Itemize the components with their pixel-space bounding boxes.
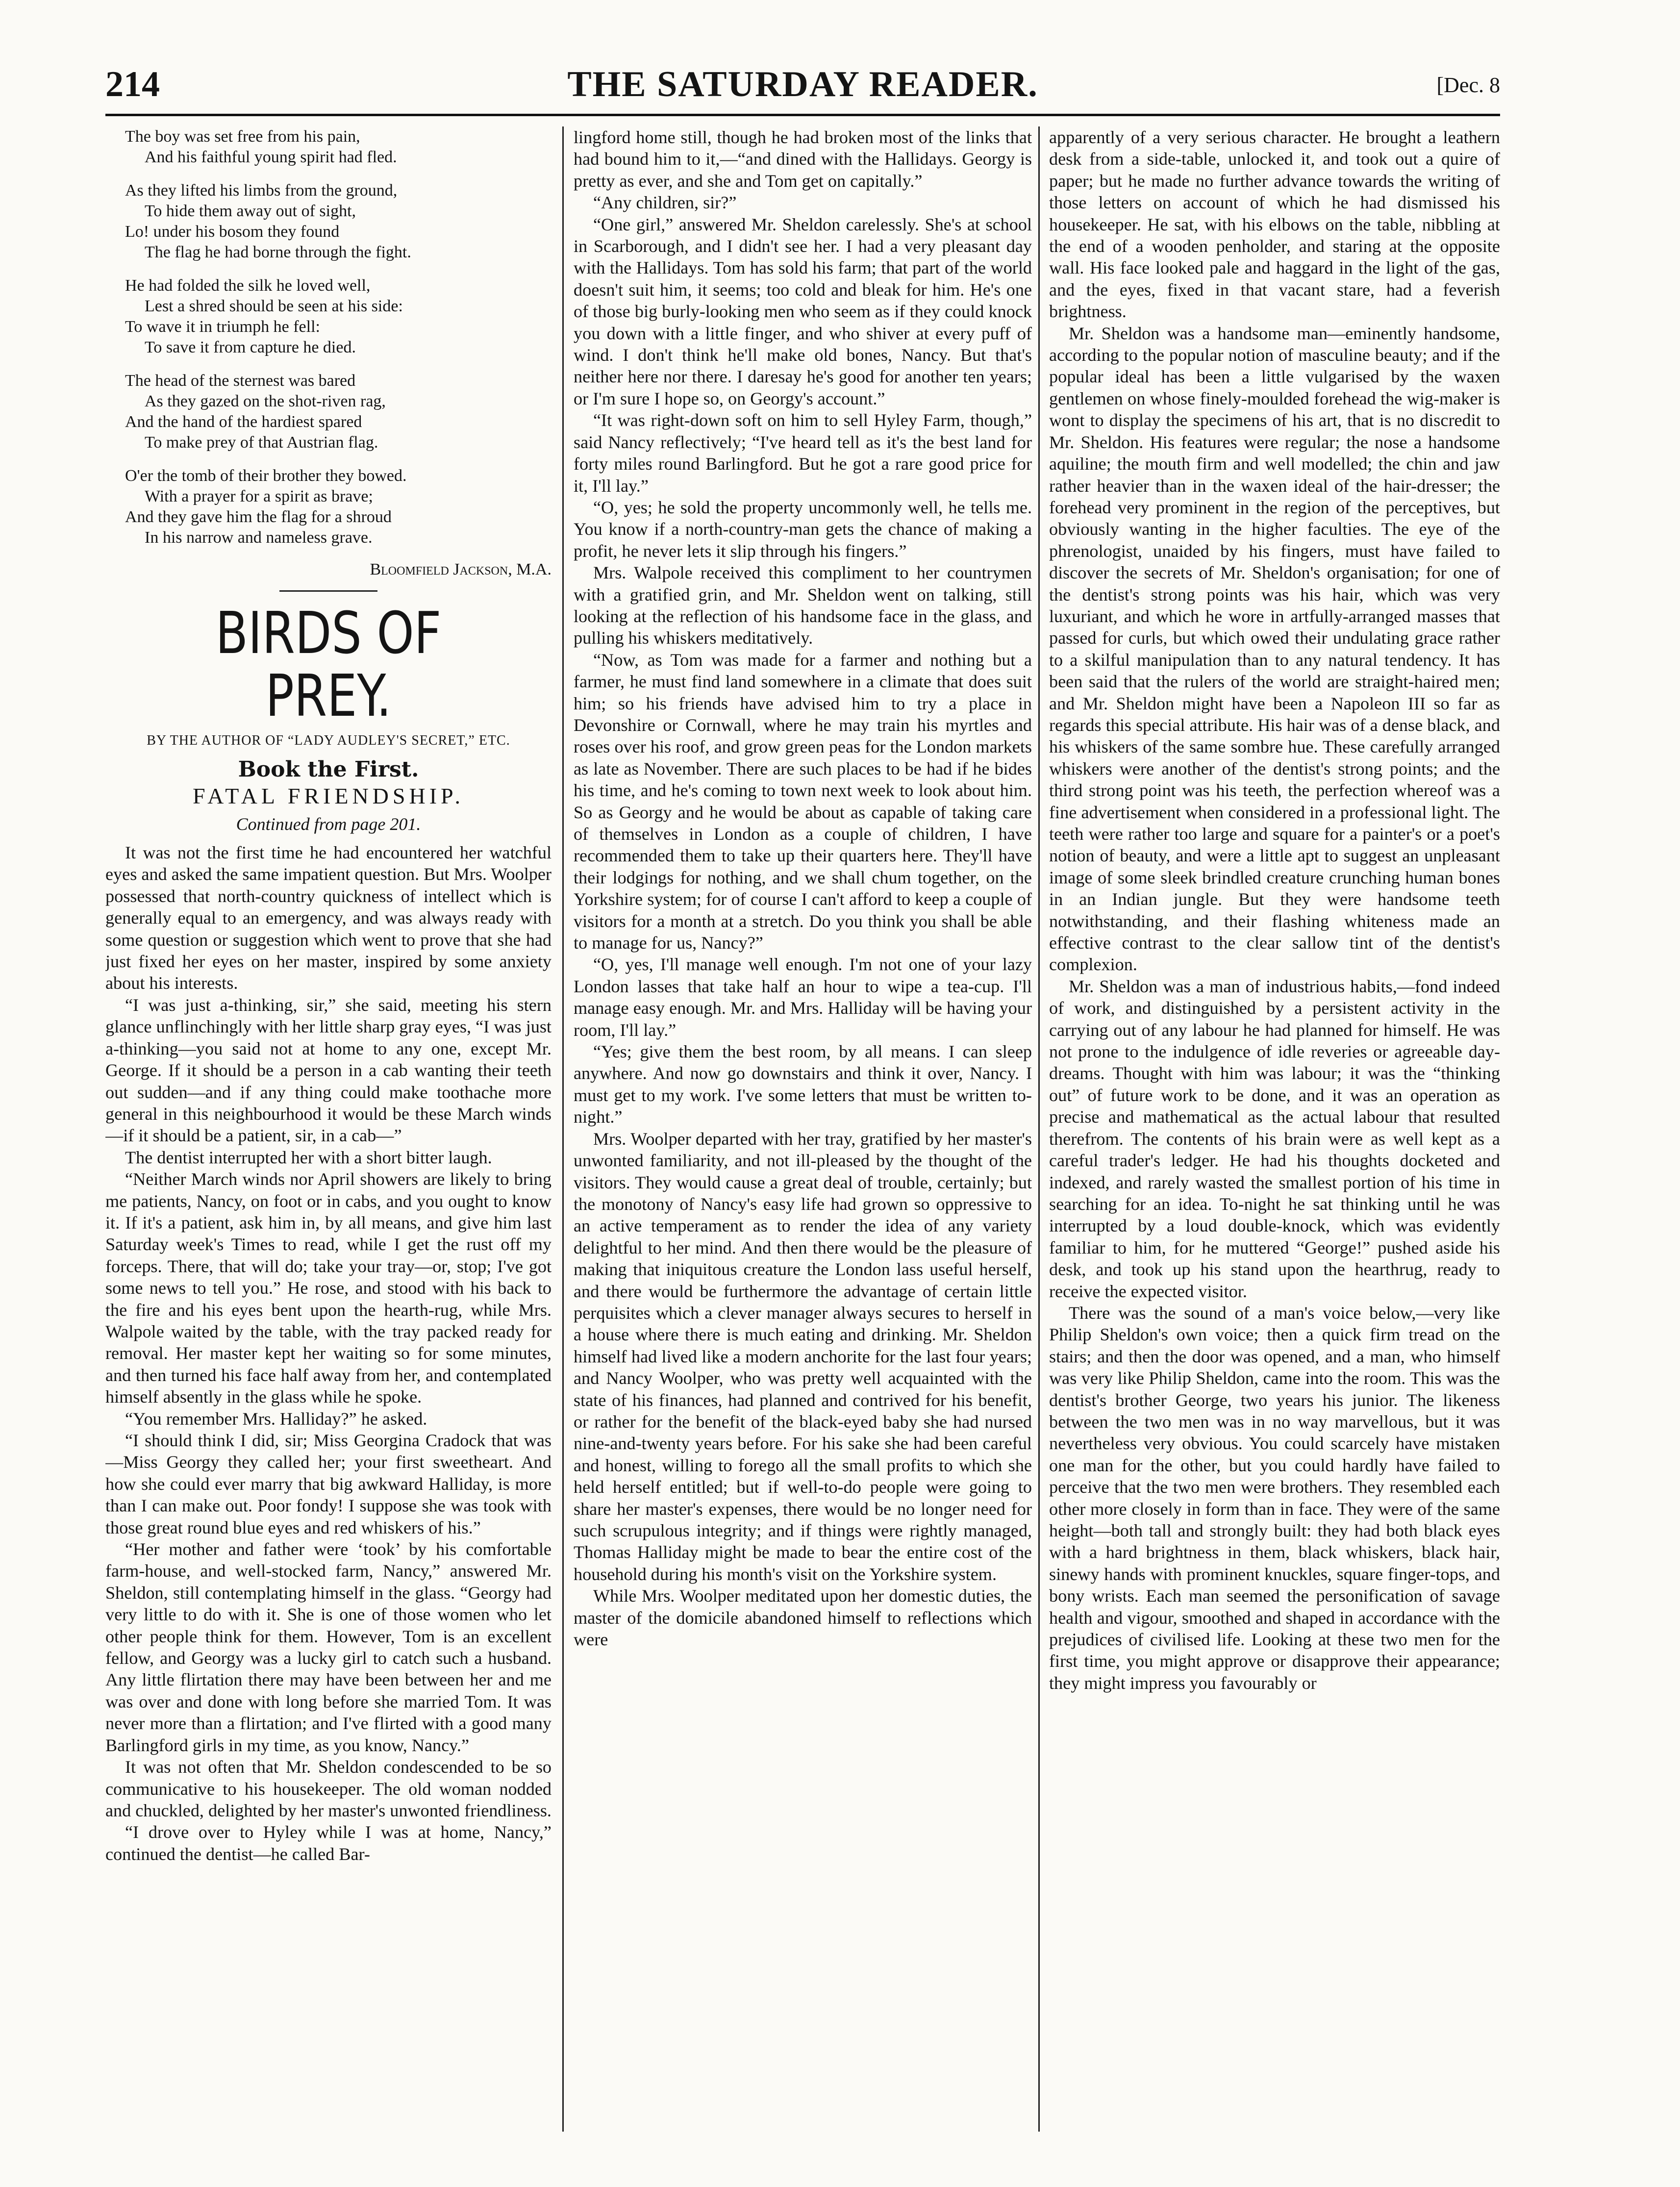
paragraph: “It was right-down soft on him to sell Hyley Farm, though,” said Nancy reflectively; “I've heard tell as it's the best land for forty miles round Barlingford. But he got a rare good price for it, I'll lay.” <box>574 410 1032 496</box>
paragraph: apparently of a very serious character. He brought a leathern desk from a side-table, unlocked it, and took out a quire of paper; but he made no further advance towards the writing of those letters on account of which he had dismissed his housekeeper. He sat, with his elbows on the table, nibbling at the end of a wooden penholder, and staring at the opposite wall. His face looked pale and haggard in the light of the gas, and the eyes, fixed in that vacant stare, had a feverish brightness. <box>1049 127 1500 322</box>
paragraph: “Yes; give them the best room, by all means. I can sleep anywhere. And now go downstairs and think it over, Nancy. I must get to my work. I've some letters that must be written to-night.” <box>574 1042 1032 1127</box>
paragraph: Mrs. Walpole received this compliment to her countrymen with a gratified grin, and Mr. Sheldon went on talking, still looking at the reflection of his handsome face in the glass, and pulling his whiskers meditatively. <box>574 563 1032 648</box>
poem-stanza <box>125 466 552 548</box>
poem-line: As they gazed on the shot-riven rag, <box>145 392 386 410</box>
paragraph: “I was just a-thinking, sir,” she said, meeting his stern glance unflinchingly with her little sharp gray eyes, “I was just a-thinking—you said not at home to any one, except Mr. George. If it should be a person in a cab wanting their teeth out sudden—and if any thing could make toothache more general in this neighbourhood it would be these March winds—if it should be a patient, sir, in a cab—” <box>105 995 552 1146</box>
poem-signature: Bloomfield Jackson, M.A. <box>370 560 552 578</box>
paragraph: Mr. Sheldon was a man of industrious habits,—fond indeed of work, and distinguished by a persistent activity in the carrying out of any labour he had planned for himself. He was not prone to the indulgence of idle reveries or agreeable day-dreams. Thought with him was labour; it was the “thinking out” of future work to be done, and it was an operation as precise and mathematical as the actual labour that resulted therefrom. The contents of his brain were as well kept as a careful trader's ledger. He had his thoughts docketed and indexed, and rarely wasted the smallest portion of his time in searching for an idea. To-night he sat thinking until he was interrupted by a loud double-knock, which was evidently familiar to him, for he muttered “George!” pushed aside his desk, and took up his stand upon the hearthrug, ready to receive the expected visitor. <box>1049 976 1500 1301</box>
paragraph: It was not the first time he had encountered her watchful eyes and asked the same impatient question. But Mrs. Woolper possessed that north-country quickness of intellect which is generally equal to an emergency, and was always ready with some question or suggestion which went to prove that she had just fixed her eyes on her master, inspired by some anxiety about his interests. <box>105 843 552 993</box>
poem <box>125 126 552 580</box>
poem-line: As they lifted his limbs from the ground, <box>125 181 398 200</box>
paragraph: Mrs. Woolper departed with her tray, gratified by her master's unwonted familiarity, and not ill-pleased by the thought of the visitors. They would cause a great deal of trouble, certainly; but the monotony of Nancy's easy life had grown so oppressive to an active temperament as to render the idea of any variety delightful to her mind. And then there would be the pleasure of making that iniquitous creature the London lass useful herself, and there would be furthermore the advantage of certain little perquisites which a clever manager always secures to herself in a house where there is much eating and drinking. Mr. Sheldon himself had lived like a modern anchorite for the last four years; and Nancy Woolper, who was pretty well acquainted with the state of his finances, had planned and contrived for his benefit, or rather for the benefit of the black-eyed baby she had nursed nine-and-twenty years before. For his sake she had been careful and honest, willing to forego all the small profits to which she held herself entitled; but if well-to-do people were going to share her master's expenses, there would be no longer need for such scrupulous integrity; and if things were rightly managed, Thomas Halliday might be made to bear the entire cost of the household during his month's visit on the Yorkshire system. <box>574 1129 1032 1584</box>
poem-line: The flag he had borne through the fight. <box>145 243 411 261</box>
column-rule <box>562 126 564 2132</box>
poem-line: Lest a shred should be seen at his side: <box>145 297 403 315</box>
poem-line: The head of the sternest was bared <box>125 372 356 390</box>
column-1 <box>105 126 552 2141</box>
poem-line: The boy was set free from his pain, <box>125 127 360 146</box>
poem-line: And his faithful young spirit had fled. <box>145 148 397 166</box>
column-2 <box>574 126 1032 2141</box>
header-rule <box>105 114 1500 116</box>
story-byline: BY THE AUTHOR OF “LADY AUDLEY'S SECRET,” ETC. <box>147 733 510 749</box>
masthead: THE SATURDAY READER. <box>567 64 1038 104</box>
page-number: 214 <box>105 64 160 104</box>
poem-line: And they gave him the flag for a shroud <box>125 508 392 526</box>
column-3 <box>1049 126 1500 2141</box>
poem-stanza <box>125 180 552 263</box>
paragraph: It was not often that Mr. Sheldon condescended to be so communicative to his housekeeper. The old woman nodded and chuckled, delighted by her master's unwonted friendliness. <box>105 1757 552 1820</box>
poem-line: To hide them away out of sight, <box>145 202 356 220</box>
poem-line: And the hand of the hardiest spared <box>125 413 362 431</box>
paragraph: “I should think I did, sir; Miss Georgina Cradock that was—Miss Georgy they called her; your first sweetheart. And how she could ever marry that big awkward Halliday, is more than I can make out. Poor fondy! I suppose she was took with those great round blue eyes and red whiskers of his.” <box>105 1431 552 1537</box>
poem-line: With a prayer for a spirit as brave; <box>145 487 373 505</box>
poem-line: O'er the tomb of their brother they bowed. <box>125 467 407 485</box>
poem-line: Lo! under his bosom they found <box>125 223 340 241</box>
poem-line: To make prey of that Austrian flag. <box>145 433 378 452</box>
paragraph: The dentist interrupted her with a short bitter laugh. <box>125 1147 492 1167</box>
paragraph: “O, yes; he sold the property uncommonly well, he tells me. You know if a north-country-man gets the chance of making a profit, he never lets it slip through his fingers.” <box>574 497 1032 561</box>
issue-date: [Dec. 8 <box>1436 73 1500 97</box>
paragraph: Mr. Sheldon was a handsome man—eminently handsome, according to the popular notion of masculine beauty; and if the popular ideal has been a little vulgarised by the waxen gentlemen on whose finely-moulded forehead the wig-maker is wont to display the specimens of his art, that is no discredit to Mr. Sheldon. His features were regular; the nose a handsome aquiline; the mouth firm and well modelled; the chin and jaw rather heavier than in the waxen ideal of the hair-dresser; the forehead very prominent in the region of the perceptives, but obviously wanting in the higher faculties. The eye of the phrenologist, unaided by his fingers, must have failed to discover the secrets of Mr. Sheldon's organisation; for one of the dentist's strong points was his hair, which was very luxuriant, and which he wore in artfully-arranged masses that passed for curls, but which owed their undulating grace rather to a skilful manipulation than to any natural tendency. It has been said that the rulers of the world are straight-haired men; and Mr. Sheldon might have been a Napoleon III so far as regards this special attribute. His hair was of a dense black, and his whiskers of the same sombre hue. These carefully arranged whiskers were another of the dentist's strong points; and the third strong point was his teeth, the perfection whereof was a fine advertisement when considered in a professional light. The teeth were rather too large and square for a painter's or a poet's notion of beauty, and were a little apt to suggest an unpleasant image of some sleek brindled creature crunching human bones in an Indian jungle. But they were handsome teeth notwithstanding, and their flashing whiteness made an effective contrast to the clear sallow tint of the dentist's complexion. <box>1049 323 1500 975</box>
paragraph: “Now, as Tom was made for a farmer and nothing but a farmer, he must find land somewhere in a climate that does suit him; so his friends have advised him to try a place in Devonshire or Cornwall, where he may train his myrtles and roses over his roof, and grow green peas for the London markets as late as November. There are such places to be had if he bides his time, and he's coming to town next week to look about him. So as Georgy and he would be about as capable of taking care of themselves in London as a couple of children, I have recommended them to take up their quarters here. They'll have their lodgings for nothing, and we shall chum together, on the Yorkshire system; for of course I can't afford to keep a couple of visitors for a month at a stretch. Do you think you shall be able to manage for us, Nancy?” <box>574 650 1032 953</box>
section-heading: FATAL FRIENDSHIP. <box>192 783 465 809</box>
paragraph: “O, yes, I'll manage well enough. I'm not one of your lazy London lasses that take half an hour to wipe a tea-cup. I'll manage easy enough. Mr. and Mrs. Halliday will be having your room, I'll lay.” <box>574 955 1032 1040</box>
paragraph: “You remember Mrs. Halliday?” he asked. <box>125 1408 427 1429</box>
paragraph: “Neither March winds nor April showers are likely to bring me patients, Nancy, on foot or in cabs, and you ought to know it. If it's a patient, ask him in, by all means, and give him last Saturday week's Times to read, while I get the rust off my forceps. There, that will do; take your tray—or, stop; I've got some news to tell you.” He rose, and stood with his back to the fire and his eyes bent upon the hearth-rug, while Mrs. Walpole waited by the table, with the tray packed ready for removal. Her master kept her waiting so for some minutes, and then turned his face half away from her, and contemplated himself absently in the glass while he spoke. <box>105 1169 552 1407</box>
poem-line: To save it from capture he died. <box>145 338 356 356</box>
paragraph: “Her mother and father were ‘took’ by his comfortable farm-house, and well-stocked farm, Nancy,” answered Mr. Sheldon, still contemplating himself in the glass. “Georgy had very little to do with it. She is one of those women who let other people think for them. However, Tom is an excellent fellow, and Georgy was a lucky girl to catch such a husband. Any little flirtation there may have been between her and me was over and done with long before she married Tom. It was never more than a flirtation; and I've flirted with a good many Barlingford girls in my time, as you know, Nancy.” <box>105 1539 552 1755</box>
poem-stanza <box>125 276 552 358</box>
section-divider <box>279 590 377 592</box>
poem-line: To wave it in triumph he fell: <box>125 318 320 336</box>
poem-stanza <box>125 126 552 168</box>
poem-stanza <box>125 371 552 453</box>
paragraph: While Mrs. Woolper meditated upon her domestic duties, the master of the domicile abandoned himself to reflections which were <box>574 1586 1032 1650</box>
paragraph: “One girl,” answered Mr. Sheldon carelessly. She's at school in Scarborough, and I didn't see her. I had a very pleasant day with the Hallidays. Tom has sold his farm; that part of the world doesn't suit him, it seems; too cold and bleak for him. He's one of those big burly-looking men who seem as if they could knock you down with a little finger, and who shiver at every puff of wind. I don't think he'll make old bones, Nancy. But that's neither here nor there. I daresay he's good for another ten years; or I'm sure I hope so, on Georgy's account.” <box>574 214 1032 408</box>
paragraph: lingford home still, though he had broken most of the links that had bound him to it,—“and dined with the Hallidays. Georgy is pretty as ever, and she and Tom get on capitally.” <box>574 127 1032 191</box>
paragraph: “Any children, sir?” <box>593 193 737 213</box>
paragraph: “I drove over to Hyley while I was at home, Nancy,” continued the dentist—he called Bar- <box>105 1822 552 1864</box>
poem-line: In his narrow and nameless grave. <box>145 528 373 547</box>
paragraph: There was the sound of a man's voice below,—very like Philip Sheldon's own voice; then a quick firm tread on the stairs; and then the door was opened, and a man, who himself was very like Philip Sheldon, came into the room. This was the dentist's brother George, two years his junior. The likeness between the two men was in no way marvellous, but it was nevertheless very obvious. You could scarcely have mistaken one man for the other, but you could hardly have failed to perceive that the two men were brothers. They resembled each other more closely in form than in face. They were of the same height—both tall and strongly built: they had both black eyes with a hard brightness in them, black whiskers, black hair, sinewy hands with prominent knuckles, square finger-tops, and bony wrists. Each man seemed the personification of savage health and vigour, smoothed and shaped in accordance with the prejudices of civilised life. Looking at these two men for the first time, you might approve or disapprove their appearance; they might impress you favourably or <box>1049 1303 1500 1693</box>
column-rule <box>1038 126 1040 2132</box>
poem-line: He had folded the silk he loved well, <box>125 277 371 295</box>
story-title: BIRDS OF PREY. <box>215 599 442 730</box>
book-heading: Book the First. <box>238 756 419 782</box>
continued-note: Continued from page 201. <box>236 814 421 834</box>
